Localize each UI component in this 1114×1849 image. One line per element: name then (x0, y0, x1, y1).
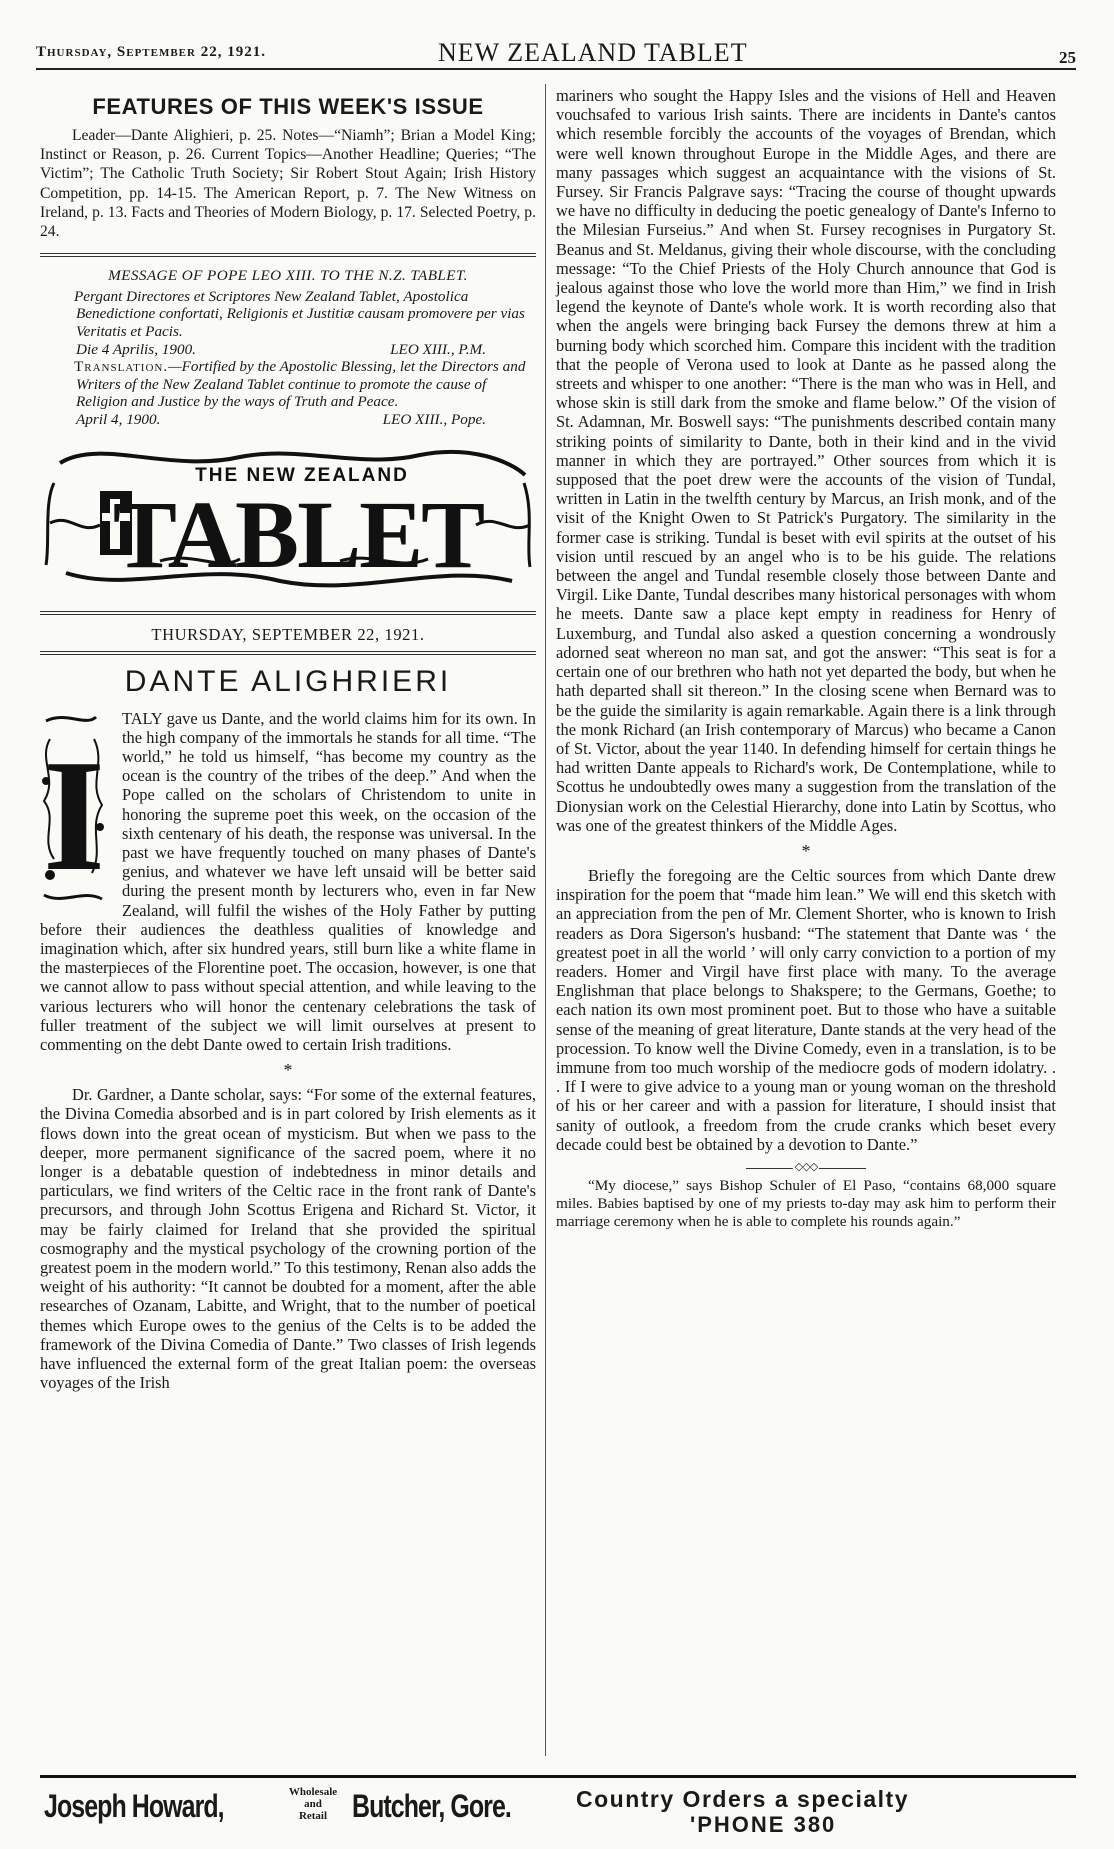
advert-wholesale-word: Wholesale (288, 1786, 338, 1798)
double-rule (40, 651, 536, 655)
ornament-rule (746, 1160, 866, 1173)
leader-paragraph-3: mariners who sought the Happy Isles and the visions of Hell and Heaven vouchsafed to various Irish saints. There are incidents in Dante's cantos which resemble forcibly the accounts of the voyages of Brendan, which were well known throughout Europe in the Middle Ages, and there are many passages which suggest an acquaintance with the visions of St. Fursey. Sir Francis Palgrave says: “Tracing the course of thought upwards we have no difficulty in deducing the poetic genealogy of Dante's Inferno to the Milesian Furseius.” And when St. Fursey recognises in Purgatory St. Beanus and St. Meldanus, giving their whole discourse, with the concluding message: “To the Chief Priests of the Holy Church announce that God is jealous against those who love the world more than Him,” we find in Irish legend the keynote of Dante's whole work. It is worth recording also that when the angels were bringing back Fursey the demons threw at him a burning body which scorched him. Compare this incident with the tradition that the people of Verona used to look at Dante as he passed along the streets and whisper to one another: “There is the man who was in Hell, and whose skin is still dark from the smoke and flame below.” Of the vision of St. Adamnan, Mr. Boswell says: “The punishments described contain many striking points of similarity to Dante, both in their kind and in the vivid manner in which they are portrayed.” Other sources from which it is supposed that the poet drew were the accounts of the vision of Tundal, written in Latin in the twelfth century by Marcus, an Irish monk, and of the visit of the Knight Owen to St Patrick's Purgatory. The similarity in the former case is striking. Tundal is beset with evil spirits at the outset of his vision until rescued by an angel who is to be his guide. The relations between the angel and Tundal resemble closely those between Dante and Virgil. Like Dante, Tundal describes many historical personages with whom he meets. Dante saw a place kept empty in readiness for Henry of Luxemburg, and Tundal also asked a question concerning a wondrously adorned seat whereon no man sat, and got the answer: “This seat is for a certain one of our brethren who hath not yet departed the body, but when he hath departed shall sit thereon.” In the closing scene when Bernard was to be the guide the similarity is again remarkable. Again there is a link through the monk Richard (an Irish contemporary of Marcus) who became a Canon of St. Victor, about the year 1140. In defending himself for certain things he had written Dante appeals to Richard's work, De Contemplatione, while to Scottus he undoubtedly owes many a suggestion from the translation of the Dionysian work on the Celestial Hierarchy, done into Latin by Scottus, who was one of the greatest thinkers of the Middle Ages. (556, 86, 1056, 835)
masthead-title: NEW ZEALAND TABLET (438, 38, 748, 67)
advert-trade: Butcher, Gore. (352, 1788, 511, 1824)
right-column (556, 86, 1056, 1231)
left-column (40, 86, 536, 1392)
message-heading: MESSAGE OF POPE LEO XIII. TO THE N.Z. TABLET. (108, 267, 468, 285)
advert-wholesale (284, 1786, 342, 1822)
tablet-logo (40, 443, 536, 593)
message-latin: Pergant Directores et Scriptores New Zealand Tablet, Apostolica Benedictione confortati, Religionis et Justitiæ causam promovere per vias Veritatis et Pacis. (74, 287, 525, 340)
leader-dateline: THURSDAY, SEPTEMBER 22, 1921. (151, 624, 425, 644)
translation-text: —Fortified by the Apostolic Blessing, let the Directors and Writers of the New Zealand Tablet continue to promote the cause of Religion and Justice by the ways of Truth and Peace. (76, 358, 526, 411)
pope-message (40, 267, 536, 428)
message-translation (40, 358, 536, 411)
logo-line1: THE NEW ZEALAND (195, 464, 409, 486)
masthead (36, 36, 1076, 70)
advert-country-orders: Country Orders a specialty (576, 1786, 909, 1812)
latin-date: Die 4 Aprilis, 1900. (76, 340, 196, 358)
section-star: * (283, 1060, 293, 1081)
dropcap-letter: I (42, 725, 106, 904)
bishop-notice: “My diocese,” says Bishop Schuler of El Paso, “contains 68,000 square miles. Babies baptised by one of my priests to-day may ask him to perform their marriage ceremony when he is able to complete his rounds again.” (556, 1176, 1056, 1230)
features-body: Leader—Dante Alighieri, p. 25. Notes—“Niamh”; Brian a Model King; Instinct or Reason, p. 26. Current Topics—Another Headline; Queries; “The Victim”; The Catholic Truth Society; Sir Robert Stout Again; Irish History Competition, pp. 14-15. The American Report, p. 7. The New Witness on Ireland, p. 13. Facts and Theories of Modern Biology, p. 17. Selected Poetry, p. 24. (40, 127, 536, 241)
logo-line2: TABLET (112, 480, 484, 588)
double-rule (40, 611, 536, 615)
message-english-signoff (40, 411, 536, 429)
dropcap-ornament (36, 709, 112, 909)
advert-and-word: and (304, 1798, 322, 1810)
leader-headline: DANTE ALIGHRIERI (124, 664, 452, 698)
leader-paragraph-2: Dr. Gardner, a Dante scholar, says: “For some of the external features, the Divina Comedia absorbed and is in part colored by Irish elements as it flows down into the great ocean of mysticism. But when we pass to the deeper, more permanent significance of the sacred poem, where it no longer is a debatable question of indebtedness in minor details and particulars, we find writers of the Celtic race in the front rank of Dante's precursors, and through John Scottus Erigena and Richard St. Victor, it may be fairly claimed for Ireland that she provided the spiritual cosmography and the mystical psychology of the crowning portion of the greatest poem in the modern world.” To this testimony, Renan also adds the weight of his authority: “It cannot be doubted for a moment, after the able researches of Ozanam, Labitte, and Wright, that to the number of poetical themes which Europe owes to the genius of the Celts is to be added the framework of the Divina Comedia of Dante.” Two classes of Irish legends have influenced the external form of the great Italian poem: the overseas voyages of the Irish (40, 1085, 536, 1393)
masthead-date: Thursday, September 22, 1921. (36, 44, 266, 60)
page-number: 25 (1059, 48, 1076, 67)
english-signature: LEO XIII., Pope. (382, 410, 486, 428)
leader-paragraph-4: Briefly the foregoing are the Celtic sources from which Dante drew inspiration for the poem that “made him lean.” We will end this sketch with an appreciation from the pen of Mr. Clement Shorter, who is known to Irish readers as Dora Sigerson's husband: “The statement that Dante was ‘ the greatest poet in all the world ’ will only carry conviction to a portion of my readers. Homer and Virgil have first place with many. To the average Englishman that place belongs to Shakspere; to the Germans, Goethe; to each nation its own most prominent poet. But to those who have a suitable sense of the meaning of great literature, Dante stands at the very head of the procession. To know well the Divine Comedy, even in a translation, is to be immune from too much worship of the mediocre gods of modern idolatry. . . If I were to give advice to a young man or young woman on the threshold of his or her career and with a passion for literature, I should insist that sanity of outlook, a freedom from the crude cranks which beset every decade could best be obtained by a devotion to Dante.” (556, 865, 1056, 1154)
column-divider (545, 84, 546, 1756)
latin-signature: LEO XIII., P.M. (390, 340, 486, 358)
features-heading: FEATURES OF THIS WEEK'S ISSUE (92, 94, 484, 119)
message-latin-signoff (40, 341, 536, 359)
footer-advert (40, 1775, 1076, 1835)
rule-ornament: ◇◇◇ (794, 1160, 818, 1173)
leader-intro (40, 709, 536, 1055)
advert-retail-word: Retail (298, 1810, 328, 1822)
advert-phone: 'PHONE 380 (690, 1812, 837, 1837)
translation-label: Translation. (74, 358, 169, 376)
leader-paragraph-1: TALY gave us Dante, and the world claims him for its own. In the high company of the immortals he stands for all time. “The world,” he told us himself, “has become my country as the ocean is the country of the tribes of the deep.” And when the Pope called on the scholars of Christendom to unite in honoring the supreme poet this week, on the occasion of the sixth centenary of his death, the response was universal. In the past we have frequently touched on many phases of Dante's genius, and whatever we have left unsaid will be better said during the present month by lecturers who, even in far New Zealand, will fulfil the wishes of the Holy Father by putting before their audiences the deathless qualities of knowledge and imagination which, after six hundred years, still burn like a white flame in the masterpieces of the Florentine poet. The occasion, however, is one that we cannot allow to pass without special attention, and while leaving to the various lecturers who will honor the centenary celebrations the task of fuller treatment of the subject we will limit ourselves at present to commenting on the debt Dante owed to certain Irish traditions. (40, 708, 536, 1055)
double-rule (40, 253, 536, 257)
advert-name: Joseph Howard, (44, 1788, 224, 1824)
english-date: April 4, 1900. (76, 410, 161, 428)
section-star: * (801, 840, 811, 861)
